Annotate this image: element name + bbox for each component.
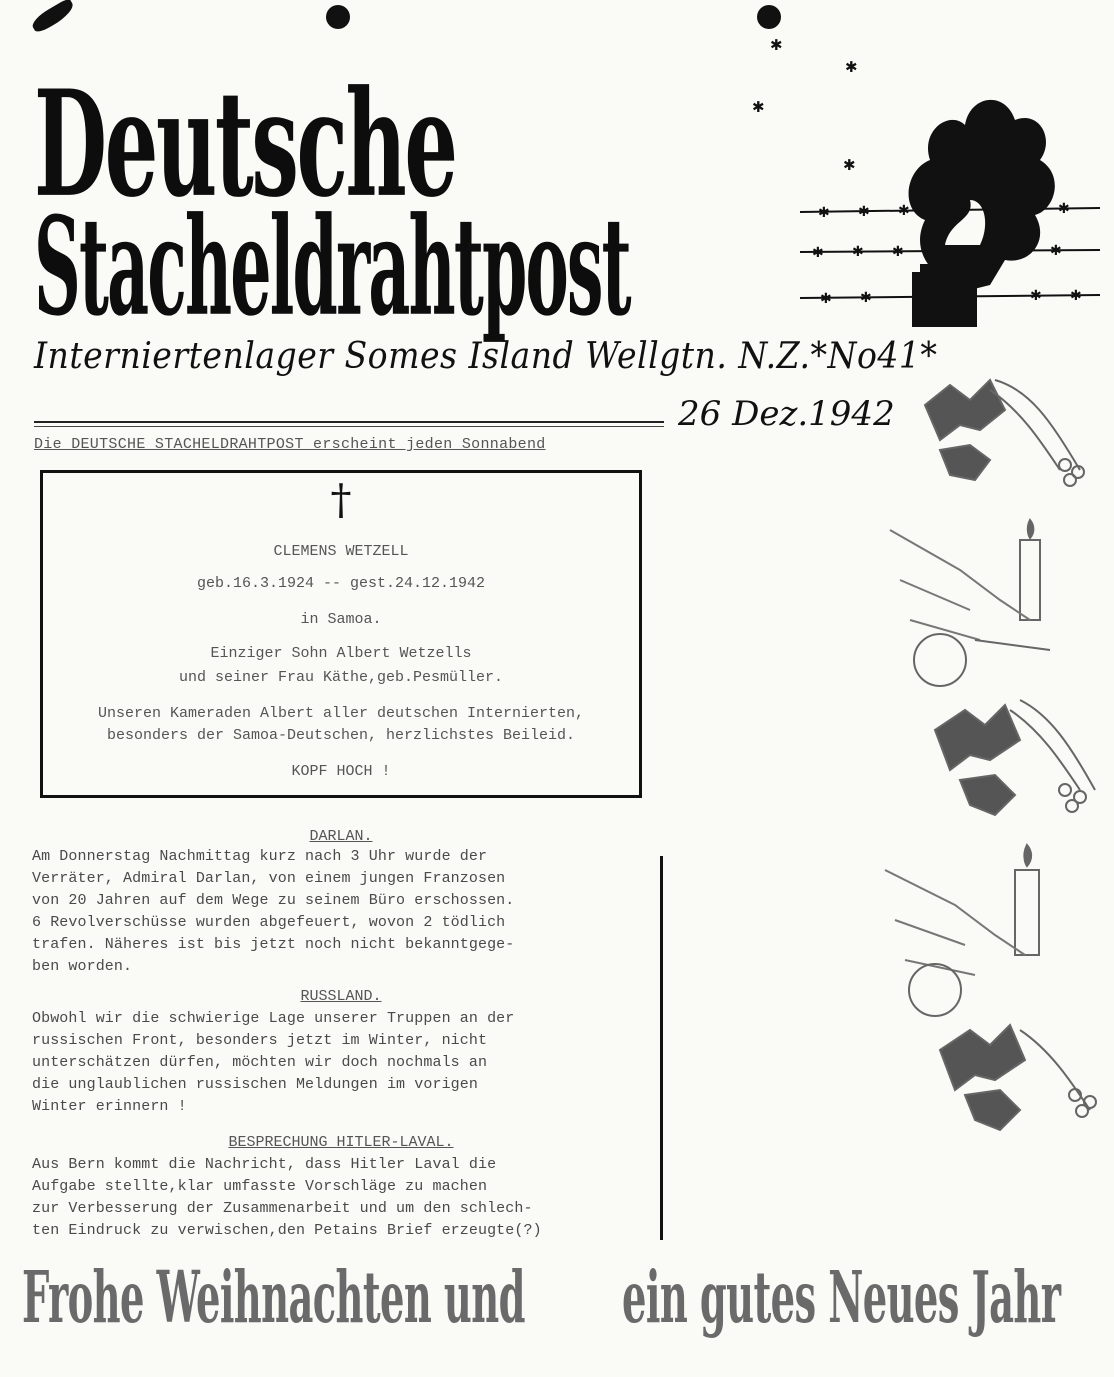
star-icon: ✱ — [770, 36, 783, 54]
obituary-box — [40, 470, 642, 798]
obituary-dates: geb.16.3.1924 -- gest.24.12.1942 — [196, 575, 486, 592]
masthead-title-line2: Stacheldrahtpost — [34, 188, 630, 347]
obituary-parents-line1: Einziger Sohn Albert Wetzells — [210, 645, 472, 662]
column-rule — [660, 856, 663, 1240]
svg-text:✱: ✱ — [1058, 201, 1070, 217]
svg-text:✱: ✱ — [1050, 243, 1062, 259]
svg-text:✱: ✱ — [1070, 288, 1082, 304]
article-body-hitler-laval: Aus Bern kommt die Nachricht, dass Hitler Laval die Aufgabe stellte,klar umfasste Vorschläge zu machen zur Verbesserung der Zusammenarbeit und um den schlech- ten Eindruck zu verwischen,den Petains Brief erzeugte(?) — [32, 1156, 542, 1239]
obituary-parents-line2: und seiner Frau Käthe,geb.Pesmüller. — [178, 669, 504, 686]
article-body-russland: Obwohl wir die schwierige Lage unserer Truppen an der russischen Front, besonders jetzt im Winter, nicht unterschätzen dürfen, möchten wir doch nochmals an die unglaublichen russischen Meldungen im vorigen Winter erinnern ! — [32, 1010, 515, 1115]
svg-text:✱: ✱ — [818, 205, 830, 221]
ink-smudge — [29, 0, 77, 34]
obituary-condolence-line2: besonders der Samoa-Deutschen, herzlichstes Beileid. — [106, 727, 576, 744]
obituary-name: CLEMENS WETZELL — [273, 543, 409, 560]
greeting-new-year: ein gutes Neues Jahr — [622, 1255, 1061, 1340]
svg-text:✱: ✱ — [812, 245, 824, 261]
article-heading-darlan: DARLAN. — [309, 828, 373, 845]
article-heading-hitler-laval: BESPRECHUNG HITLER-LAVAL. — [228, 1134, 454, 1151]
svg-text:✱: ✱ — [860, 290, 872, 306]
cross-icon: † — [330, 475, 352, 524]
issue-date: 26 Dez.1942 — [678, 394, 895, 434]
christmas-decoration — [880, 350, 1114, 1140]
star-icon: ✱ — [843, 156, 856, 174]
divider — [34, 421, 664, 423]
svg-text:✱: ✱ — [820, 291, 832, 307]
inkwell-barbed-wire-illustration — [800, 50, 1100, 350]
divider — [34, 426, 664, 427]
obituary-place: in Samoa. — [300, 611, 382, 628]
punch-hole — [326, 5, 350, 29]
obituary-condolence-line1: Unseren Kameraden Albert aller deutschen Internierten, — [97, 705, 585, 722]
article-body-darlan: Am Donnerstag Nachmittag kurz nach 3 Uhr wurde der Verräter, Admiral Darlan, von einem jungen Franzosen von 20 Jahren auf dem Wege zu seinem Büro erschossen. 6 Revolverschüsse wurden abgefeuert, wovon 2 tödlich trafen. Näheres ist bis jetzt noch nicht bekanntgege- ben worden. — [32, 848, 515, 975]
obituary-closing: KOPF HOCH ! — [291, 763, 391, 780]
star-icon: ✱ — [752, 98, 765, 116]
publication-note: Die DEUTSCHE STACHELDRAHTPOST erscheint jeden Sonnabend — [34, 436, 546, 453]
star-icon: ✱ — [845, 58, 858, 76]
article-heading-russland: RUSSLAND. — [300, 988, 382, 1005]
svg-text:✱: ✱ — [1030, 288, 1042, 304]
svg-text:✱: ✱ — [852, 244, 864, 260]
svg-text:✱: ✱ — [858, 204, 870, 220]
masthead-subtitle: Interniertenlager Somes Island Wellgtn. N.Z.*No41* — [34, 336, 938, 377]
masthead-title-line1: Deutsche — [34, 59, 456, 230]
greeting-christmas: Frohe Weihnachten und — [22, 1255, 525, 1340]
punch-hole — [757, 5, 781, 29]
svg-text:✱: ✱ — [898, 203, 910, 219]
svg-text:✱: ✱ — [892, 244, 904, 260]
